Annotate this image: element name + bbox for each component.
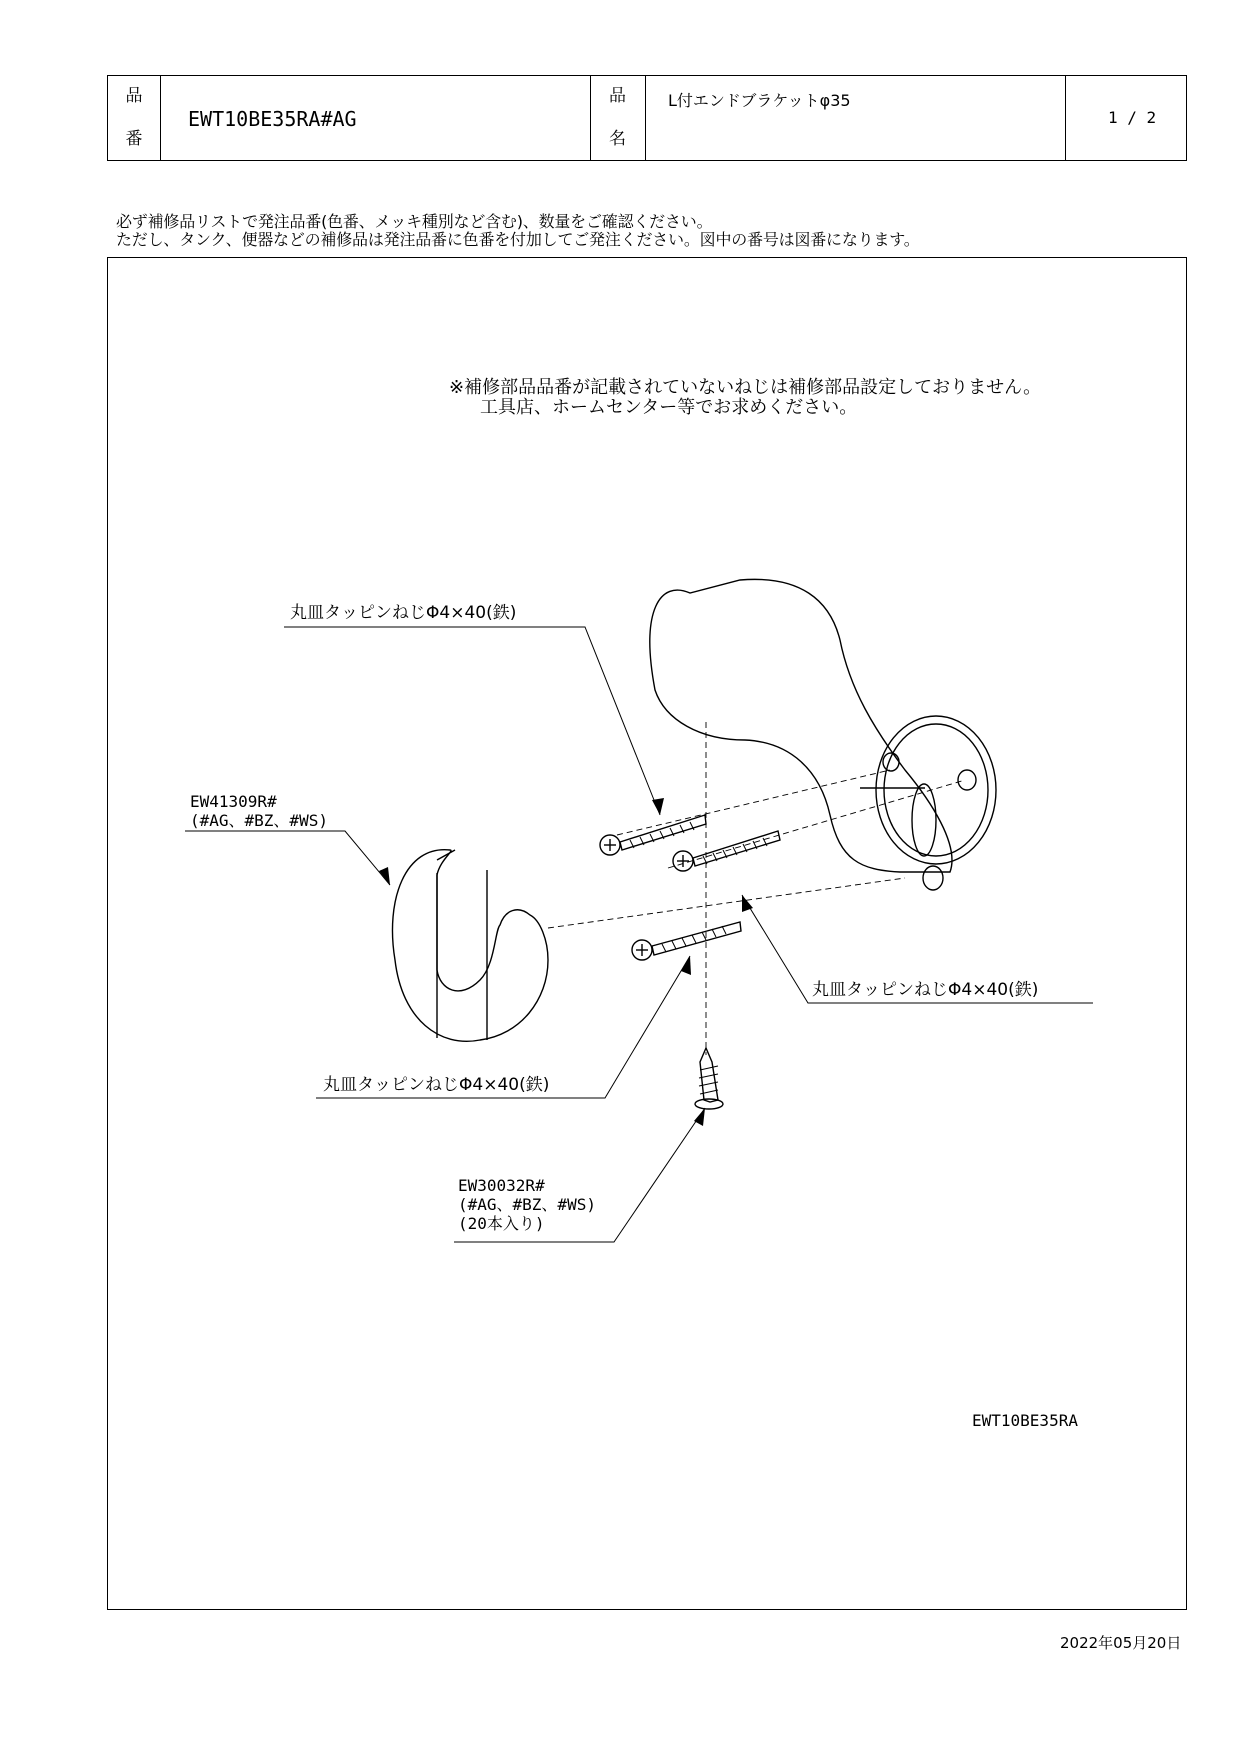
screw-note-line-2: 工具店、ホームセンター等でお求めください。 xyxy=(480,397,858,418)
small-screw-part-code: EW30032R# xyxy=(458,1176,545,1195)
wall-plate xyxy=(876,716,996,864)
part-number-label-bottom: 番 xyxy=(125,129,143,149)
screw-label-bottom: 丸皿タッピンねじΦ4×40(鉄) xyxy=(323,1075,550,1095)
screw-label-right: 丸皿タッピンねじΦ4×40(鉄) xyxy=(812,980,1039,1000)
small-screw-colors: (#AG、#BZ、#WS) xyxy=(458,1195,596,1214)
cover-part-code: EW41309R# xyxy=(190,792,277,811)
part-name: L付エンドブラケットφ35 xyxy=(668,91,851,110)
part-name-label-bottom: 名 xyxy=(609,129,626,149)
issue-date: 2022年05月20日 xyxy=(1060,1634,1182,1652)
notice-line-2: ただし、タンク、便器などの補修品は発注品番に色番を付加してご発注ください。図中の番号は図番になります。 xyxy=(116,230,920,249)
wall-plate-inner xyxy=(884,724,988,856)
notice-line-1: 必ず補修品リストで発注品番(色番、メッキ種別など含む)、数量をご確認ください。 xyxy=(116,212,713,231)
model-number: EWT10BE35RA xyxy=(972,1411,1078,1430)
cover-colors: (#AG、#BZ、#WS) xyxy=(190,811,328,830)
plate-hole-bottom xyxy=(923,866,943,890)
part-number-label-top: 品 xyxy=(125,86,143,106)
part-name-label-top: 品 xyxy=(609,86,626,106)
plate-hole-right xyxy=(958,770,976,790)
screw-bottom xyxy=(632,922,741,960)
screw-top xyxy=(600,815,706,855)
small-screw xyxy=(695,1048,723,1109)
cover-outline xyxy=(392,850,548,1042)
screw-note-line-1: ※補修部品品番が記載されていないねじは補修部品設定しておりません。 xyxy=(449,377,1042,398)
part-number: EWT10BE35RA#AG xyxy=(188,107,357,131)
screw-label-top: 丸皿タッピンねじΦ4×40(鉄) xyxy=(290,603,517,623)
small-screw-quantity: (20本入り) xyxy=(458,1214,545,1233)
page-number: 1 / 2 xyxy=(1108,108,1157,127)
